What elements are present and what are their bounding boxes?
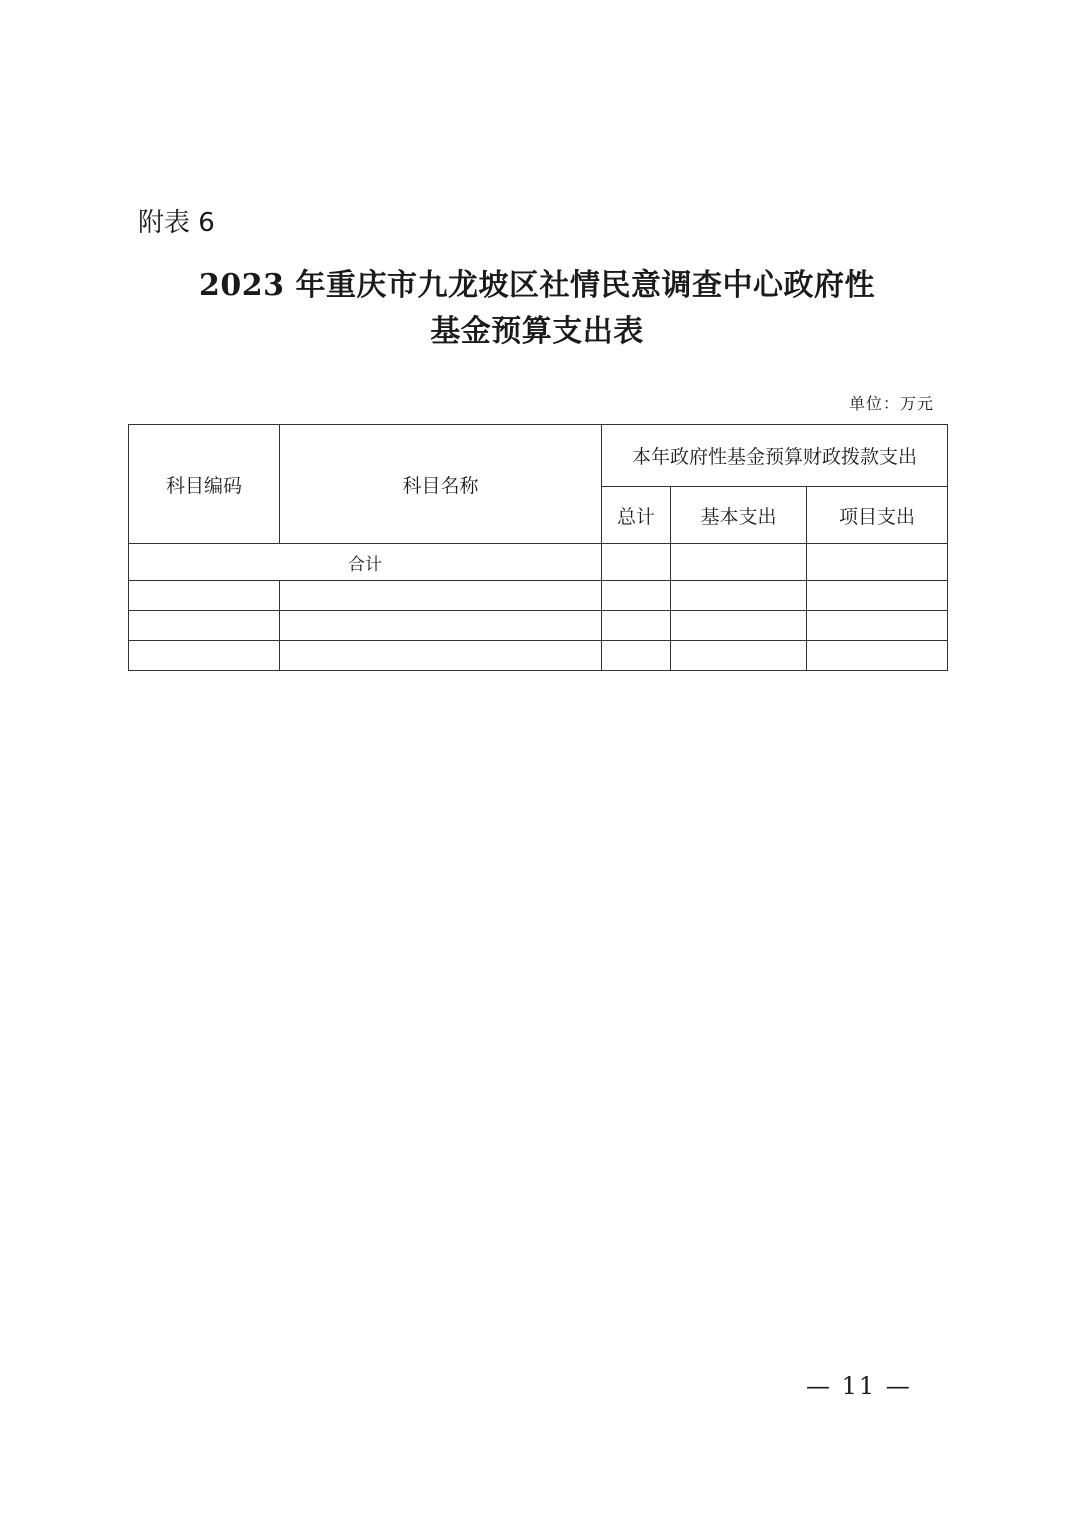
header-total: 总计 (602, 487, 671, 544)
header-name: 科目名称 (280, 425, 602, 544)
page-number: — 11 — (806, 1372, 912, 1400)
header-code: 科目编码 (129, 425, 280, 544)
budget-table (128, 424, 948, 671)
table-row (129, 581, 948, 611)
cell-project (807, 581, 948, 611)
total-row-total (602, 544, 671, 581)
total-row-project (807, 544, 948, 581)
total-row-label: 合计 (129, 544, 602, 581)
table-header-row (129, 425, 948, 487)
table-row (129, 641, 948, 671)
cell-name (280, 641, 602, 671)
cell-total (602, 611, 671, 641)
header-basic: 基本支出 (671, 487, 807, 544)
document-title-line-2: 基金预算支出表 (430, 314, 644, 349)
cell-name (280, 581, 602, 611)
unit-label: 单位：万元 (848, 394, 934, 413)
cell-code (129, 641, 280, 671)
cell-basic (671, 581, 807, 611)
total-row-basic (671, 544, 807, 581)
table-row (129, 611, 948, 641)
cell-basic (671, 641, 807, 671)
cell-code (129, 581, 280, 611)
cell-total (602, 581, 671, 611)
header-group: 本年政府性基金预算财政拨款支出 (602, 425, 948, 487)
cell-project (807, 641, 948, 671)
cell-code (129, 611, 280, 641)
appendix-label: 附表 6 (138, 208, 215, 238)
total-row (129, 544, 948, 581)
document-title-line-1: 2023 年重庆市九龙坡区社情民意调查中心政府性 (199, 268, 875, 303)
header-project: 项目支出 (807, 487, 948, 544)
cell-project (807, 611, 948, 641)
cell-basic (671, 611, 807, 641)
cell-name (280, 611, 602, 641)
cell-total (602, 641, 671, 671)
